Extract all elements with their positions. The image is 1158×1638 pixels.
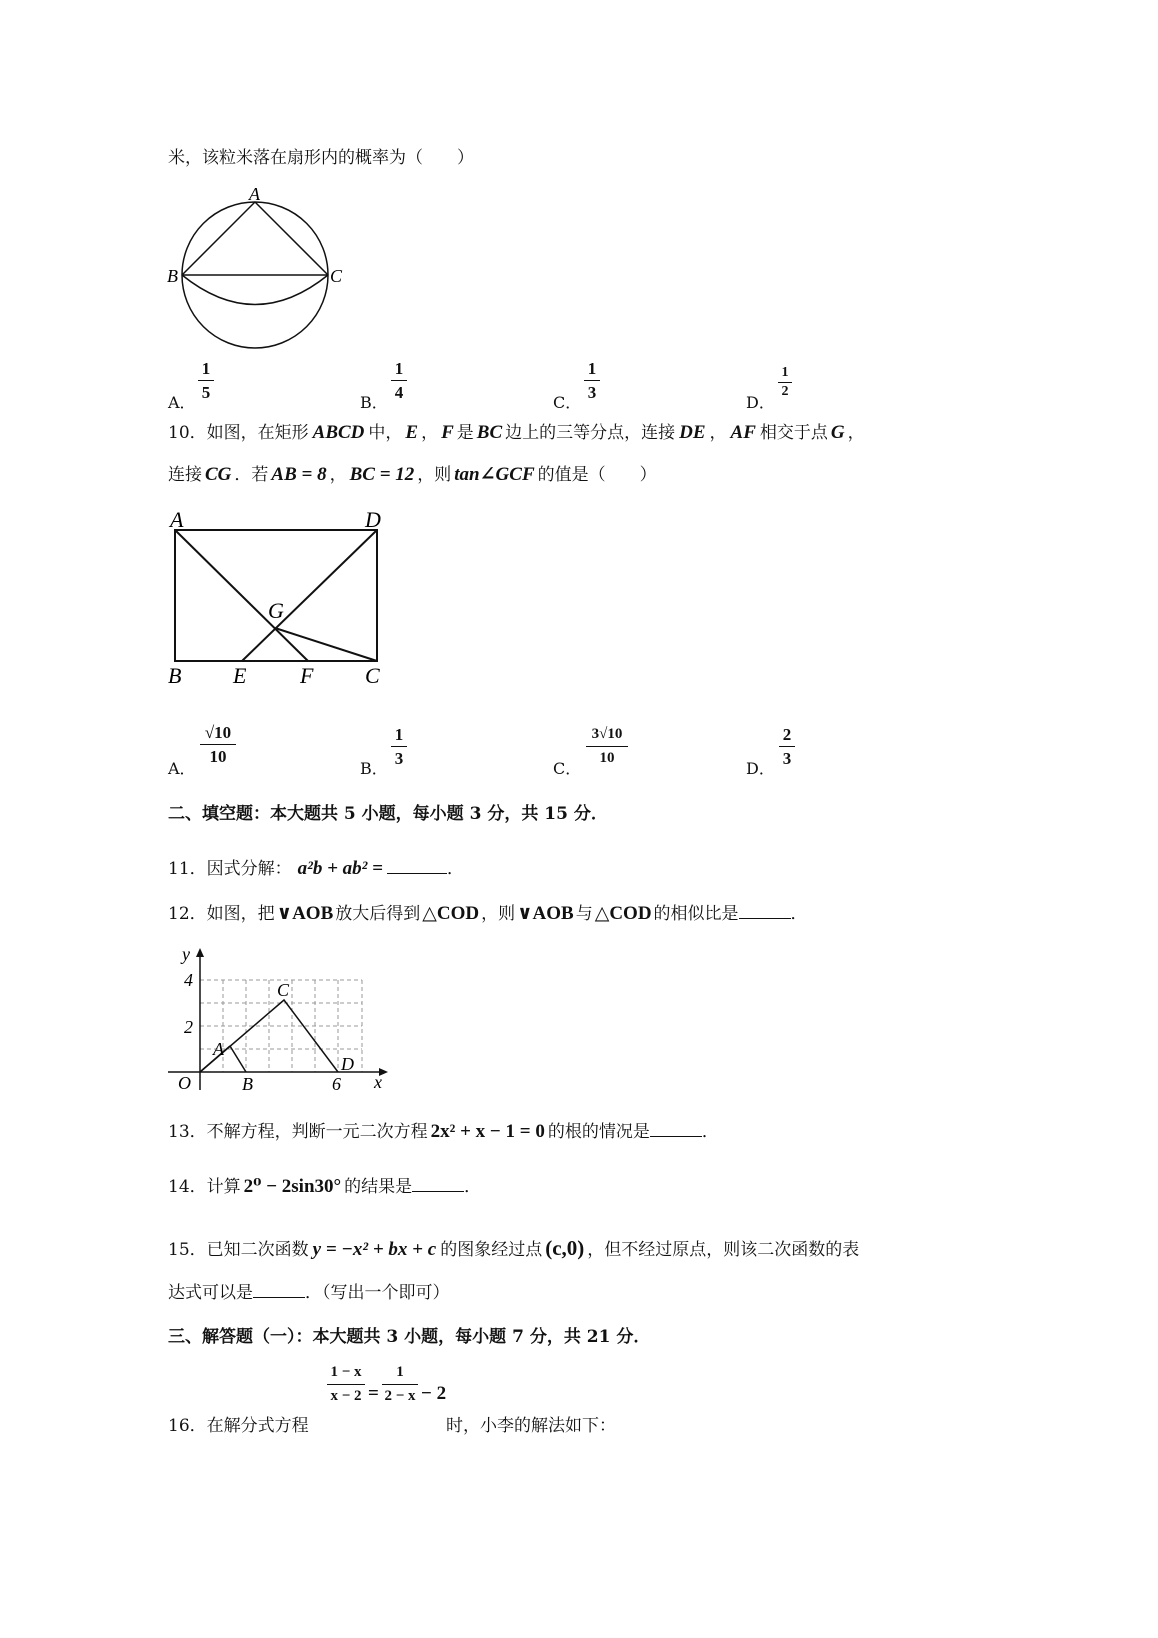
q15-answer-blank bbox=[253, 1279, 305, 1298]
q10-option-d-fraction: 2 3 bbox=[779, 724, 795, 769]
q12-label-d: D bbox=[341, 1054, 354, 1074]
q10-option-b-fraction: 1 3 bbox=[391, 724, 407, 769]
q12-tick-2: 2 bbox=[184, 1017, 193, 1037]
q12-label-o: O bbox=[178, 1073, 191, 1093]
q9-option-c-fraction: 1 3 bbox=[584, 358, 600, 403]
q16-equals: = bbox=[368, 1383, 379, 1404]
q12-answer-blank bbox=[739, 900, 791, 919]
q10-option-a-fraction: √10 10 bbox=[200, 722, 236, 767]
q16-minus-two: − 2 bbox=[421, 1383, 447, 1404]
q9-option-d-fraction: 1 2 bbox=[778, 365, 792, 400]
q10-label-b: B bbox=[168, 663, 182, 688]
q14-answer-blank bbox=[412, 1173, 464, 1192]
q12-label-b: B bbox=[242, 1074, 253, 1094]
q12-label-a: A bbox=[213, 1039, 224, 1059]
q10-option-d-letter: D． bbox=[746, 759, 775, 778]
q12-label-y: y bbox=[182, 944, 190, 964]
q10-option-c-fraction: 3√10 10 bbox=[586, 724, 628, 769]
q10-option-a-letter: A． bbox=[168, 759, 196, 778]
q16-stem-text: 16．在解分式方程 bbox=[168, 1416, 309, 1436]
q10-option-b-letter: B． bbox=[360, 759, 388, 778]
q10-stem-line-2: 连接 CG ．若 AB = 8 ， BC = 12 ，则 tan∠GCF 的值是（ ） bbox=[168, 464, 657, 485]
q9-label-c: C bbox=[330, 266, 343, 286]
q10-label-f: F bbox=[300, 663, 314, 688]
q12-tick-6: 6 bbox=[332, 1074, 341, 1094]
q12-label-c: C bbox=[277, 980, 290, 1000]
q10-label-g: G bbox=[268, 598, 284, 623]
q10-label-d: D bbox=[365, 507, 381, 532]
q9-option-a-letter: A． bbox=[168, 393, 196, 412]
q9-label-a: A bbox=[249, 184, 260, 204]
q16-fraction-left: 1 − x x − 2 bbox=[327, 1362, 365, 1407]
q9-stem-tail: 米，该粒米落在扇形内的概率为（ ） bbox=[168, 148, 474, 168]
q10-label-c: C bbox=[365, 663, 380, 688]
q16-stem-tail: 时，小李的解法如下： bbox=[446, 1416, 616, 1436]
q10-rectangle-figure bbox=[160, 505, 400, 695]
q15-stem-line-1: 15．已知二次函数 y = −x² + bx + c 的图象经过点 (c,0) ，但不经过原点，则该二次函数的表 bbox=[168, 1236, 860, 1260]
q9-option-b-letter: B． bbox=[360, 393, 388, 412]
q10-label-a: A bbox=[170, 507, 184, 532]
q12-tick-4: 4 bbox=[184, 970, 193, 990]
q9-option-a-fraction: 1 5 bbox=[198, 358, 214, 403]
q12-label-x: x bbox=[374, 1072, 382, 1092]
q14-stem: 14．计算 2⁰ − 2sin30° 的结果是 ． bbox=[168, 1173, 481, 1199]
q12-coordinate-figure bbox=[160, 940, 400, 1100]
q10-stem-line-1: 10．如图，在矩形 ABCD 中， E ， F 是 BC 边上的三等分点，连接 DE ， AF 相交于点 G ， bbox=[168, 422, 865, 443]
q10-label-e: E bbox=[233, 663, 247, 688]
q9-option-d-letter: D． bbox=[746, 393, 775, 412]
q11-stem: 11．因式分解： a²b + ab² = ． bbox=[168, 855, 464, 881]
q9-label-b: B bbox=[167, 266, 178, 286]
section-2-heading: 二、填空题：本大题共 5 小题，每小题 3 分，共 15 分． bbox=[168, 804, 608, 824]
q9-option-c-letter: C． bbox=[553, 393, 582, 412]
section-3-heading: 三、解答题（一）：本大题共 3 小题，每小题 7 分，共 21 分． bbox=[168, 1327, 651, 1347]
q11-answer-blank bbox=[387, 855, 447, 874]
q9-circle-figure bbox=[160, 184, 360, 354]
q9-option-b-fraction: 1 4 bbox=[391, 358, 407, 403]
q13-answer-blank bbox=[650, 1118, 702, 1137]
q13-stem: 13．不解方程，判断一元二次方程 2x² + x − 1 = 0 的根的情况是 ． bbox=[168, 1118, 719, 1144]
q10-option-c-letter: C． bbox=[553, 759, 582, 778]
q15-stem-line-2: 达式可以是 ．（写出一个即可） bbox=[168, 1279, 450, 1305]
q12-stem: 12．如图，把 ∨AOB 放大后得到 △COD ，则 ∨AOB 与 △COD 的相似比是 ． bbox=[168, 900, 808, 926]
q16-fraction-right: 1 2 − x bbox=[382, 1362, 418, 1407]
